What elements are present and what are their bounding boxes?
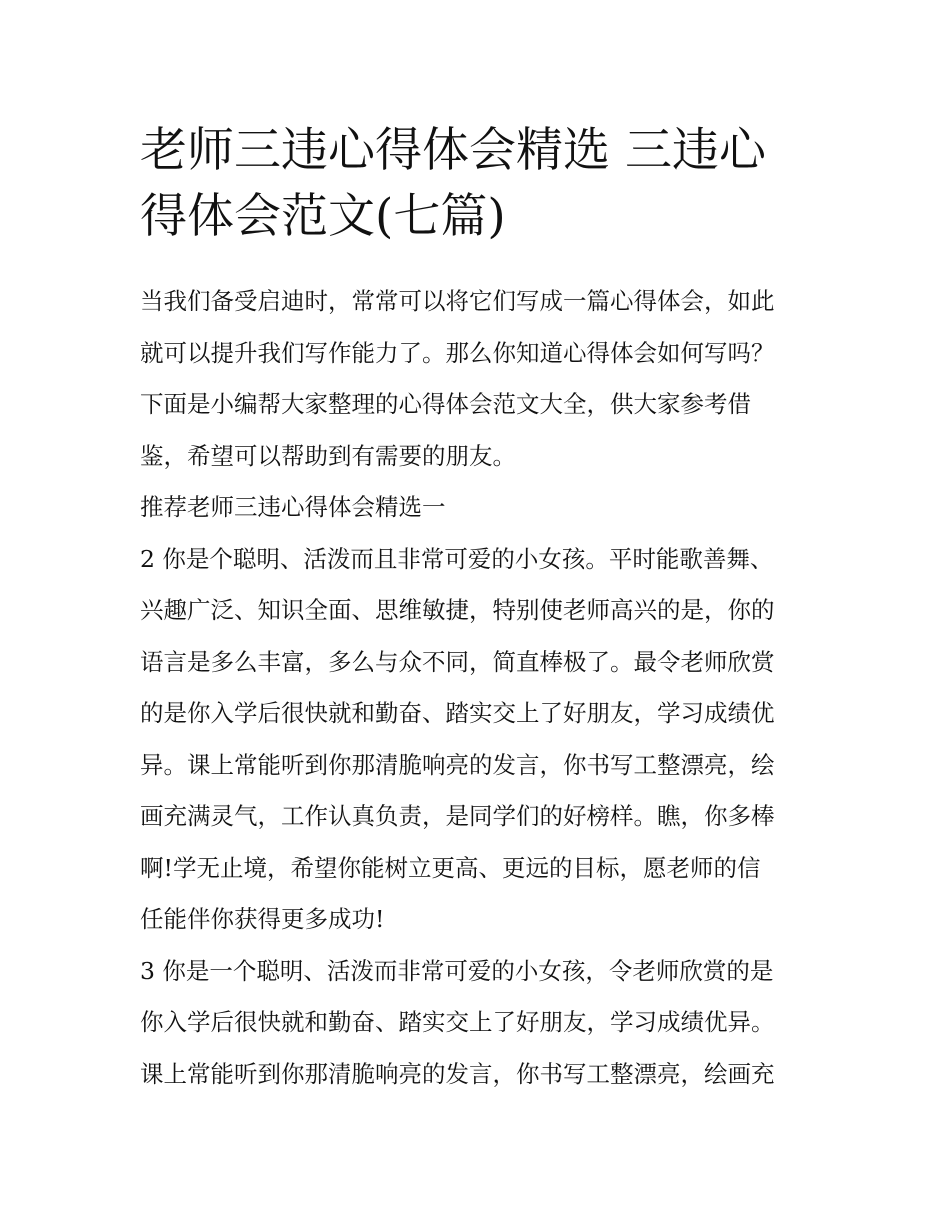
section-heading: 推荐老师三违心得体会精选一	[140, 493, 446, 521]
essay-paragraph-3: 3 你是一个聪明、活泼而非常可爱的小女孩，令老师欣赏的是 你入学后很快就和勤奋、踏实交上了好朋友，学习成绩优异。 课上常能听到你那清脆响亮的发言，你书写工整漂亮，绘画充	[140, 956, 775, 1088]
essay-paragraph-2: 2 你是个聪明、活泼而且非常可爱的小女孩。平时能歌善舞、 兴趣广泛、知识全面、思维敏捷，特别使老师高兴的是，你的 语言是多么丰富，多么与众不同，简直棒极了。最令老师欣赏 的是你入学后很快就和勤奋、踏实交上了好朋友，学习成绩优 异。课上常能听到你那清脆响亮的发言，你书写工整漂亮，绘 画充满灵气，工作认真负责，是同学们的好榜样。瞧，你多棒 啊!学无止境，希望你能树立更高、更远的目标，愿老师的信 任能伴你获得更多成功!	[140, 544, 775, 933]
document-title: 老师三违心得体会精选 三违心 得体会范文(七篇)	[140, 123, 766, 244]
intro-paragraph: 当我们备受启迪时，常常可以将它们写成一篇心得体会，如此 就可以提升我们写作能力了。那么你知道心得体会如何写吗？ 下面是小编帮大家整理的心得体会范文大全，供大家参考借 鉴，希望可以帮助到有需要的朋友。	[140, 287, 775, 470]
document-body	[140, 276, 820, 1100]
